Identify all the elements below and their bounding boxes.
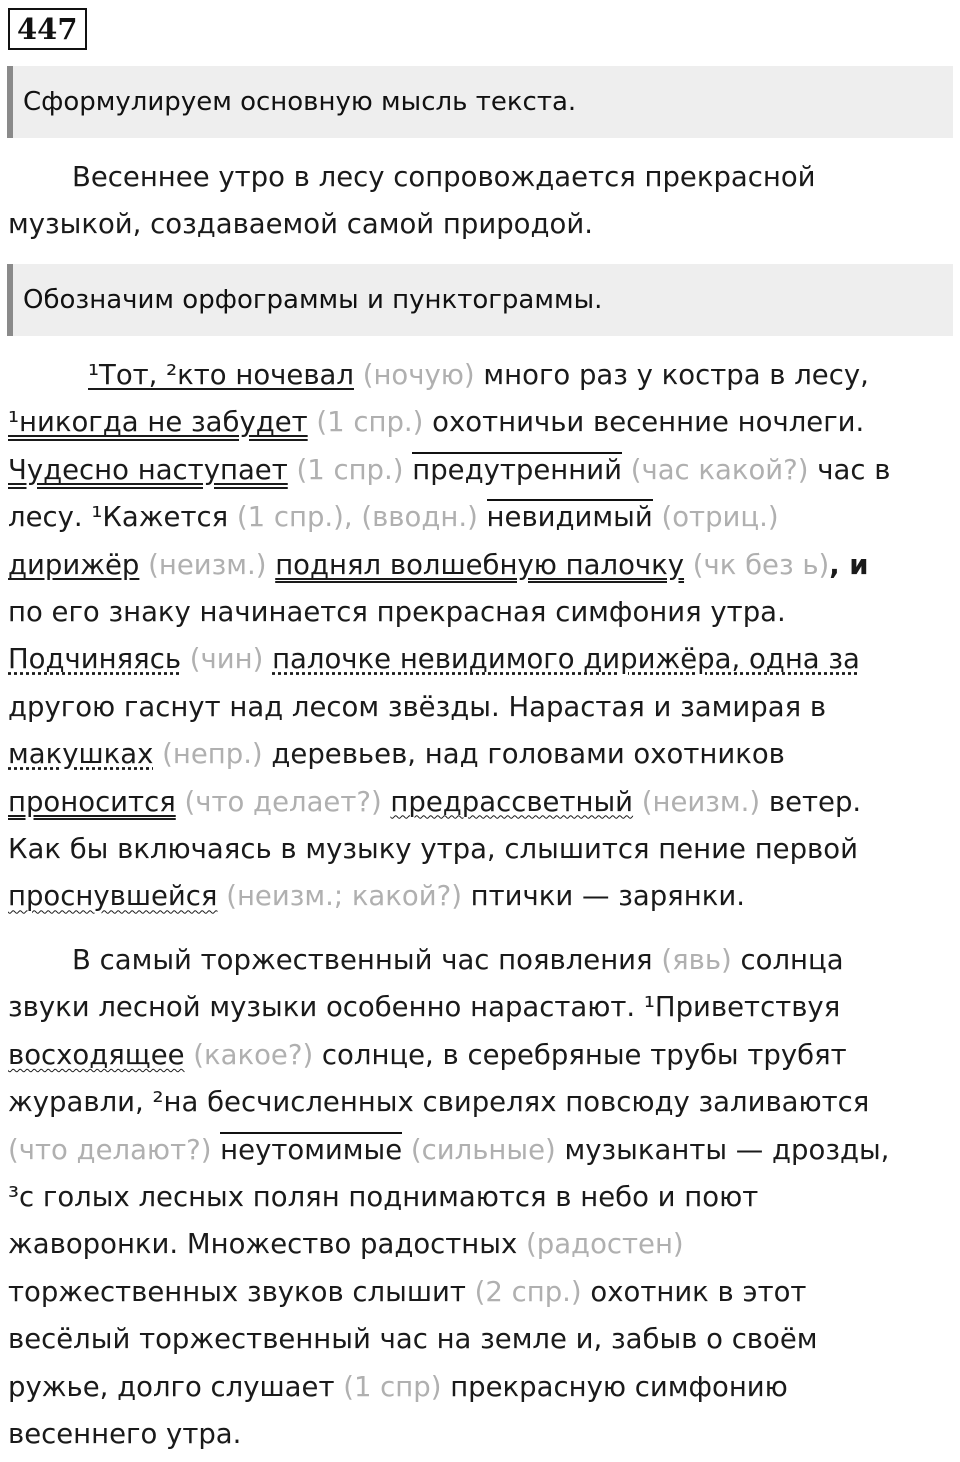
word: восходящее <box>8 1038 185 1071</box>
text: музыканты — дрозды, <box>564 1133 890 1166</box>
text-line <box>8 779 943 826</box>
text-line <box>8 352 943 399</box>
text-line <box>8 494 943 541</box>
text-line <box>8 447 943 494</box>
note: (1 спр.) <box>287 453 413 486</box>
subject-phrase: ¹Тот, ²кто ночевал <box>88 359 354 391</box>
main-idea-line: Весеннее утро в лесу сопровождается прекрасной <box>72 161 816 193</box>
note: (что делают?) <box>8 1133 221 1166</box>
note: (чин) <box>181 643 273 676</box>
note: (неизм.) <box>139 548 276 581</box>
text: солнца <box>740 944 844 976</box>
main-idea-line: музыкой, создаваемой самой природой. <box>8 208 593 241</box>
word: предутренний <box>412 453 622 486</box>
text: охотничьи весенние ночлеги. <box>432 406 865 439</box>
task-number: 447 <box>8 8 87 50</box>
note: (неизм.; какой?) <box>217 880 471 913</box>
text-line <box>8 542 943 589</box>
text-line: другою гаснут над лесом звёзды. Нарастая и замирая в <box>8 690 827 723</box>
predicate-phrase: ¹никогда не забудет <box>8 406 308 439</box>
word: проснувшейся <box>8 880 218 913</box>
predicate-phrase: поднял волшебную палочку <box>275 548 685 581</box>
note: (что делает?) <box>175 785 391 818</box>
word: неутомимые <box>220 1133 403 1166</box>
note: (1 спр) <box>334 1370 451 1403</box>
note: (2 спр.) <box>465 1275 591 1308</box>
text: торжественных звуков слышит <box>8 1275 466 1308</box>
text-line <box>8 1221 943 1268</box>
text: В самый торжественный час появления <box>72 944 653 976</box>
main-idea <box>8 154 943 249</box>
text: много раз у костра в лесу, <box>483 359 869 391</box>
text: деревьев, над головами охотников <box>271 738 785 771</box>
word: предрассветный <box>390 785 634 818</box>
predicate: проносится <box>8 785 176 818</box>
adverbial-phrase: Подчиняясь <box>8 643 182 676</box>
text-line: журавли, ²на бесчисленных свирелях повсюду заливаются <box>8 1086 870 1119</box>
predicate-phrase: Чудесно наступает <box>8 453 288 486</box>
text: ружье, долго слушает <box>8 1370 335 1403</box>
text-line <box>8 1127 943 1174</box>
text-line <box>8 731 943 778</box>
note: (ночую) <box>353 359 484 391</box>
conjunction: , и <box>829 548 869 581</box>
text-line <box>8 636 943 683</box>
text-line <box>8 1269 943 1316</box>
adverbial-phrase: макушках <box>8 738 154 771</box>
note: (1 спр.) <box>307 406 433 439</box>
analyzed-paragraph-2 <box>8 937 943 1458</box>
text: лесу. ¹Кажется <box>8 501 229 534</box>
text: охотник в этот <box>590 1275 807 1308</box>
note: (чк без ь) <box>684 548 830 581</box>
text-line: весёлый торжественный час на земле и, забыв о своём <box>8 1323 818 1356</box>
text-line: весеннего утра. <box>8 1417 242 1450</box>
note: (неизм.) <box>633 785 769 818</box>
text-line <box>8 937 943 984</box>
text: жаворонки. Множество радостных <box>8 1228 518 1261</box>
text: ветер. <box>768 785 862 818</box>
text: птички — зарянки. <box>470 880 745 913</box>
text: час в <box>817 453 891 486</box>
text-line <box>8 1364 943 1411</box>
text-line: Как бы включаясь в музыку утра, слышится пение первой <box>8 832 858 865</box>
text-line: по его знаку начинается прекрасная симфония утра. <box>8 595 786 628</box>
text: палочке невидимого дирижёра, одна за <box>272 643 860 676</box>
step1-heading: Сформулируем основную мысль текста. <box>7 66 953 138</box>
note: (отриц.) <box>652 501 779 534</box>
step2-heading: Обозначим орфограммы и пунктограммы. <box>7 264 953 336</box>
text: солнце, в серебряные трубы трубят <box>321 1038 847 1071</box>
text-line: звуки лесной музыки особенно нарастают. ¹Приветствуя <box>8 991 841 1024</box>
text-line <box>8 399 943 446</box>
note: (какое?) <box>184 1038 322 1071</box>
text: прекрасную симфонию <box>450 1370 788 1403</box>
text-line: ³с голых лесных полян поднимаются в небо и поют <box>8 1180 759 1213</box>
note: (непр.) <box>153 738 272 771</box>
note: (сильные) <box>402 1133 565 1166</box>
note: (час какой?) <box>621 453 818 486</box>
note: (1 спр.), (вводн.) <box>228 501 487 534</box>
analyzed-paragraph-1 <box>8 352 943 921</box>
subject: дирижёр <box>8 548 140 581</box>
note: (радостен) <box>517 1228 684 1261</box>
text-line <box>8 873 943 920</box>
text-line <box>8 1032 943 1079</box>
note: (явь) <box>652 944 741 976</box>
word: невидимый <box>486 501 653 534</box>
